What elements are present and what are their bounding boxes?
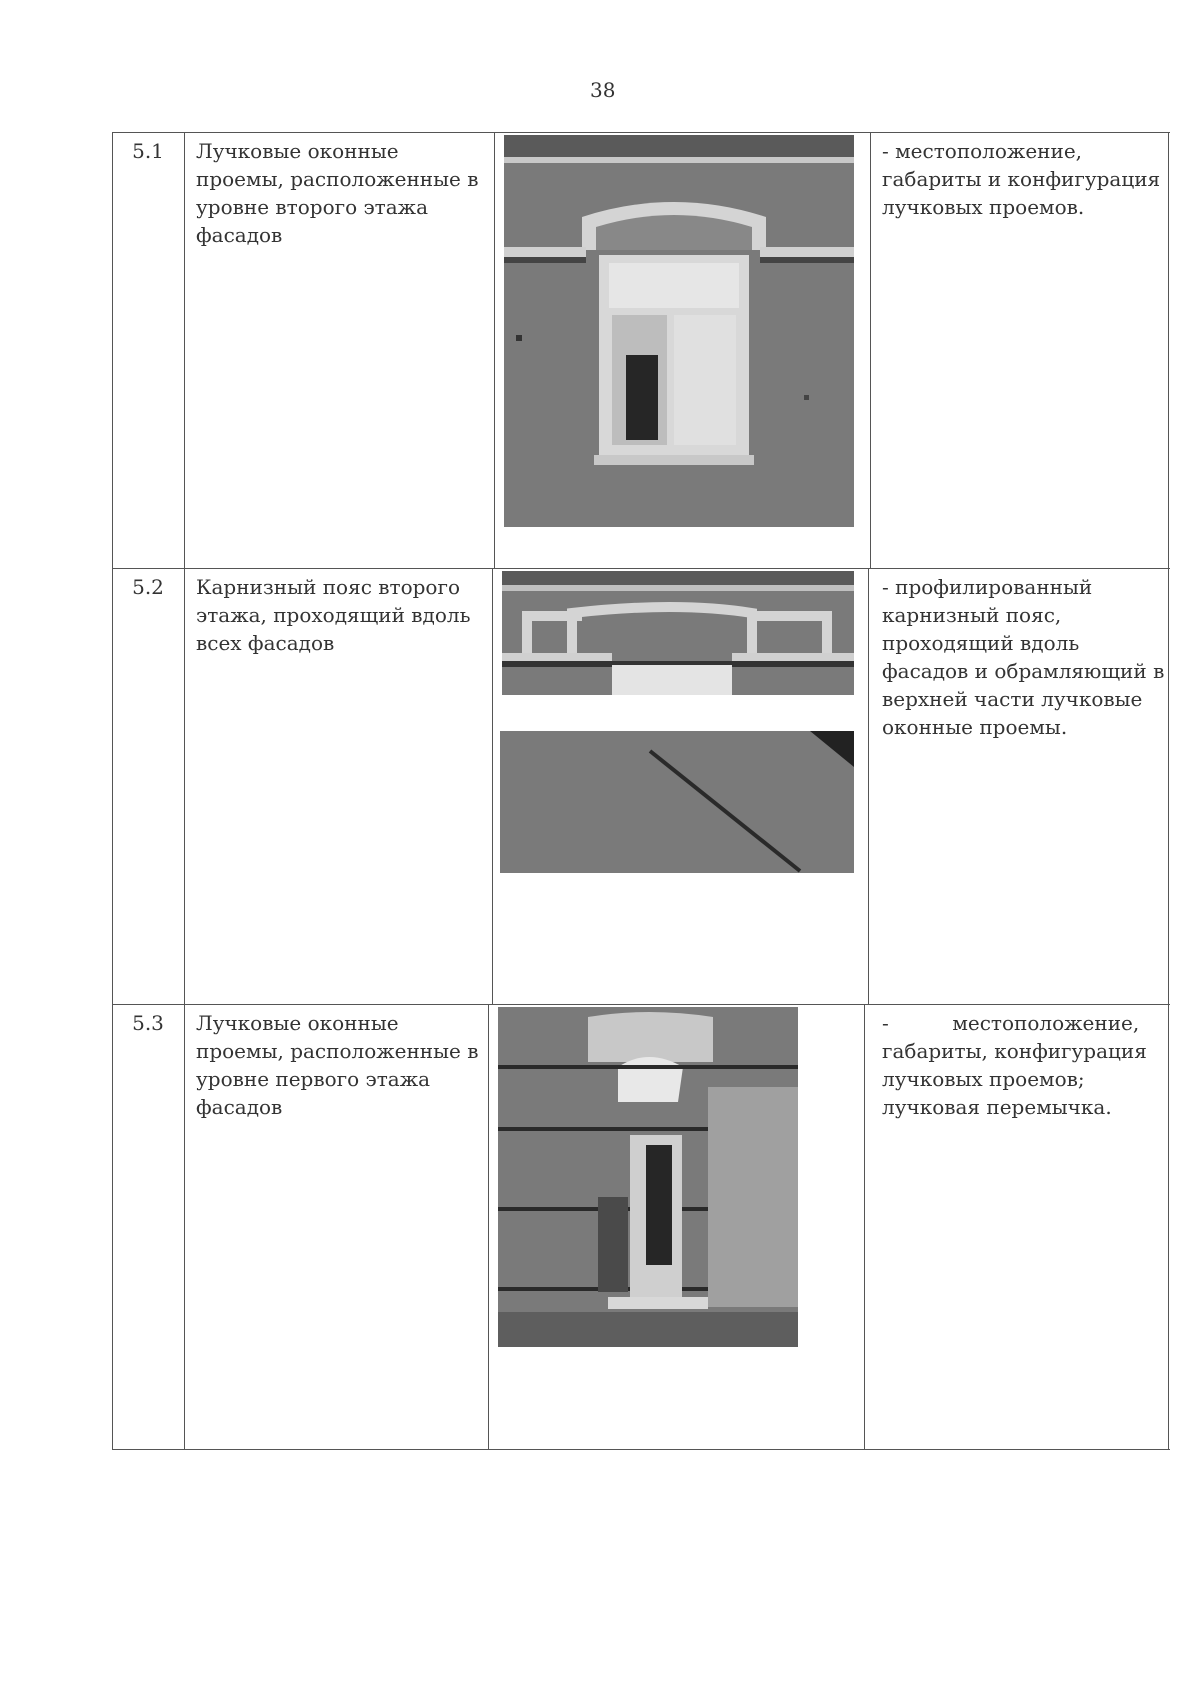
row-number: 5.2	[132, 575, 164, 599]
document-table	[112, 132, 1170, 1450]
protected-features: - профилированный карнизный пояс, проходящий вдоль фасадов и обрамляющий в верхней части лучковые оконные проемы.	[882, 575, 1165, 739]
protected-features: - местоположение, габариты и конфигурация лучковых проемов.	[882, 139, 1161, 219]
cornice-belt-detail-photo	[500, 731, 854, 873]
row-number: 5.3	[132, 1011, 164, 1035]
row-number: 5.1	[132, 139, 164, 163]
table-row	[112, 132, 1170, 569]
element-name: Лучковые оконные проемы, расположенные в уровне второго этажа фасадов	[196, 139, 479, 247]
facade-window-photo	[504, 135, 854, 527]
table-row	[112, 1004, 1170, 1450]
page-number: 38	[590, 78, 616, 102]
element-name: Карнизный пояс второго этажа, проходящий вдоль всех фасадов	[196, 575, 471, 655]
first-floor-window-photo	[498, 1007, 798, 1347]
cornice-belt-photo	[502, 571, 854, 695]
protected-features: - местоположение, габариты, конфигурация лучковых проемов; лучковая перемычка.	[882, 1011, 1154, 1119]
table-row	[112, 568, 1170, 1005]
element-name: Лучковые оконные проемы, расположенные в уровне первого этажа фасадов	[196, 1011, 479, 1119]
